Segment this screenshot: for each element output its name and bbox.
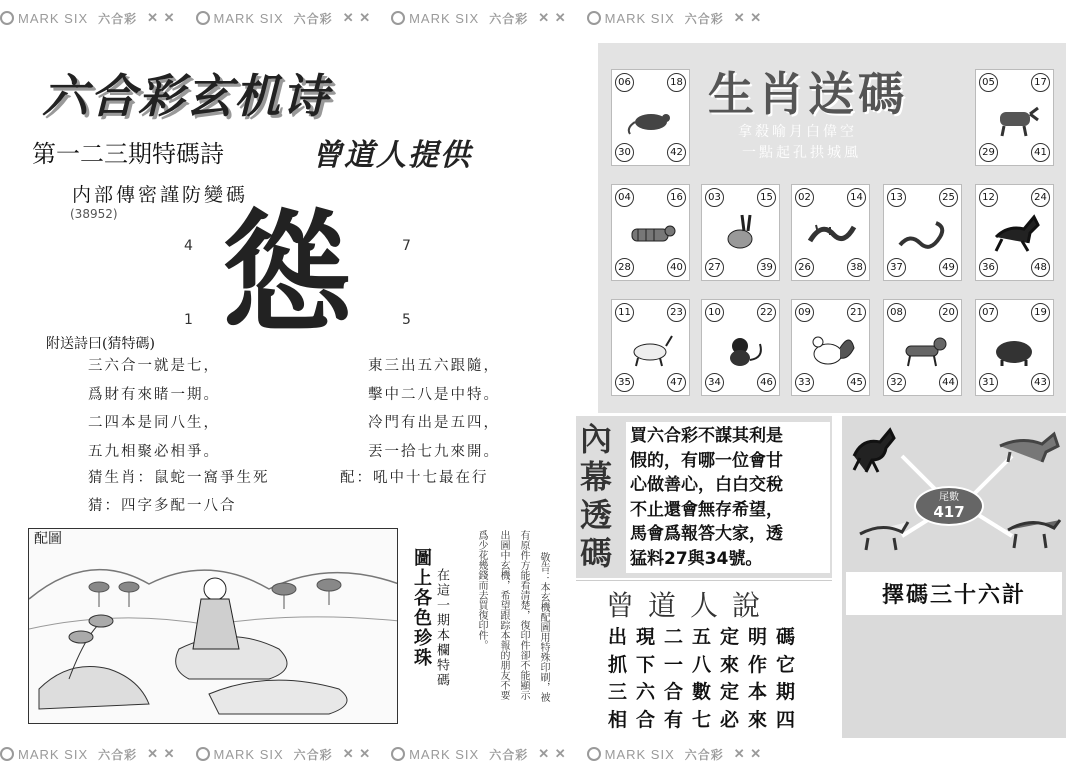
tail-number-badge [914, 486, 984, 526]
saying-title: 曾道人說 [606, 589, 775, 622]
zodiac-number: 10 [705, 303, 724, 322]
watermark-cross-icon: ✕ ✕ [538, 10, 567, 25]
zodiac-number: 27 [705, 258, 724, 277]
watermark-unit [196, 10, 372, 27]
inner-news-line: 買六合彩不謀其利是 [630, 426, 783, 446]
watermark-unit [0, 746, 176, 763]
zodiac-number: 17 [1031, 73, 1050, 92]
zodiac-number: 43 [1031, 373, 1050, 392]
illustration-drawing [29, 529, 398, 724]
watermark-cross-icon: ✕ ✕ [733, 746, 763, 761]
zodiac-number: 31 [979, 373, 998, 392]
zodiac-number: 16 [667, 188, 686, 207]
watermark-cross-icon: ✕ ✕ [733, 10, 763, 25]
zodiac-card-rabbit [701, 184, 780, 281]
zodiac-number: 20 [939, 303, 958, 322]
zodiac-card-dog [883, 299, 962, 396]
zodiac-number: 26 [795, 258, 814, 277]
goat-icon [860, 522, 908, 550]
poem-heading: 附送詩曰(猜特碼) [46, 336, 155, 352]
zodiac-subtitle-line: 拿殺喻月白偉空 [738, 124, 857, 140]
watermark-cn: 六合彩 [489, 11, 529, 26]
zodiac-number: 09 [795, 303, 814, 322]
zodiac-card-rat [611, 69, 690, 166]
zodiac-number: 40 [667, 258, 686, 277]
zodiac-number: 04 [615, 188, 634, 207]
zodiac-number: 25 [939, 188, 958, 207]
watermark-cn: 六合彩 [98, 11, 138, 26]
word-guess-line: 猜：四字多配一八合 [88, 498, 237, 514]
zodiac-card-horse [975, 184, 1054, 281]
inner-news-title: 內幕透碼 [580, 420, 613, 572]
corner-number-tr: 7 [402, 238, 411, 254]
tail-value: 417 [933, 503, 965, 521]
zodiac-number: 03 [705, 188, 724, 207]
secret-number: (38952) [70, 207, 118, 221]
zodiac-number: 34 [705, 373, 724, 392]
watermark-brand: MARK SIX [409, 10, 480, 26]
zodiac-guess-line: 猜生肖：鼠蛇一窩爭生死 [88, 470, 270, 486]
saying-line: 抓下一八來作它 [608, 653, 805, 676]
zodiac-card-pig [975, 299, 1054, 396]
zodiac-card-goat [611, 299, 690, 396]
watermark-cross-icon: ✕ ✕ [342, 10, 372, 25]
watermark-unit [0, 10, 176, 27]
zodiac-number: 30 [615, 143, 634, 162]
watermark-brand: MARK SIX [213, 746, 284, 762]
issue-label: 第一二三期特碼詩 [32, 140, 224, 168]
inner-news-line: 不止還會無存希望， [630, 499, 783, 520]
zodiac-number: 41 [1031, 143, 1050, 162]
page-title: 六合彩玄机诗 [42, 69, 330, 123]
horse-icon [988, 213, 1042, 253]
zodiac-number: 35 [615, 373, 634, 392]
poem-line: 爲財有來睹一期。 [88, 386, 220, 403]
inner-news-line: 假的，有哪一位會甘 [630, 450, 783, 471]
pig-icon [988, 328, 1042, 368]
zodiac-number: 32 [887, 373, 906, 392]
poem-line: 五九相聚必相爭。 [88, 443, 220, 460]
zodiac-number: 48 [1031, 258, 1050, 277]
zodiac-subtitle-line: 一點起孔拱城風 [742, 145, 861, 161]
tiger-icon [624, 213, 678, 253]
rabbit-icon [714, 213, 768, 253]
mark-six-logo-icon [196, 11, 210, 25]
zodiac-number: 38 [847, 258, 866, 277]
zodiac-card-ox [975, 69, 1054, 166]
mark-six-logo-icon [391, 11, 405, 25]
notice-line: 出圖中玄機，希望跟踪本報的朋友不要 [498, 530, 509, 700]
rooster-icon [804, 328, 858, 368]
zodiac-number: 46 [757, 373, 776, 392]
watermark-cn: 六合彩 [293, 747, 333, 762]
poem-line: 二四本是同八生， [88, 415, 220, 431]
watermark-unit [587, 10, 763, 27]
zodiac-number: 47 [667, 373, 686, 392]
poem-line: 冷門有出是五四， [368, 415, 500, 431]
rat-icon [624, 98, 678, 138]
zodiac-number: 49 [939, 258, 958, 277]
mark-six-logo-icon [587, 747, 601, 761]
secret-text: 内部傳密謹防變碼 [72, 184, 249, 206]
zodiac-card-monkey [701, 299, 780, 396]
illustration-caption-big: 圖上各色珍珠 [411, 548, 432, 668]
watermark-cn: 六合彩 [684, 747, 724, 762]
watermark-unit [391, 10, 567, 27]
mark-six-logo-icon [587, 11, 601, 25]
watermark-brand: MARK SIX [18, 746, 89, 762]
zodiac-card-rooster [791, 299, 870, 396]
watermark-cross-icon: ✕ ✕ [147, 746, 176, 761]
watermark-brand: MARK SIX [409, 746, 480, 762]
monkey-icon [714, 328, 768, 368]
watermark-cn: 六合彩 [489, 747, 529, 762]
notice-line: 爲少花幾錢而去買復印件。 [476, 530, 487, 650]
watermark-brand: MARK SIX [604, 10, 675, 26]
zodiac-number: 37 [887, 258, 906, 277]
illustration-caption-small: 在這一期本欄特碼 [434, 568, 449, 688]
watermark-brand: MARK SIX [18, 10, 89, 26]
provider-label: 曾道人提供 [312, 138, 472, 173]
saying-line: 三六合數定本期 [608, 681, 805, 703]
zodiac-number: 28 [615, 258, 634, 277]
goat-icon [624, 328, 678, 368]
poem-line: 丟一拾七九來開。 [368, 443, 500, 460]
zodiac-number: 45 [847, 373, 866, 392]
mark-six-logo-icon [391, 747, 405, 761]
big-char: 慫 [222, 197, 354, 351]
watermark-cross-icon: ✕ ✕ [147, 10, 176, 25]
snake-icon [896, 213, 950, 253]
poem-line: 三六合一就是七， [88, 358, 220, 374]
corner-number-bl: 1 [184, 312, 193, 328]
saying-line: 相合有七必來四 [608, 708, 805, 731]
inner-news-line: 馬會爲報答大家，透 [630, 524, 783, 544]
notice-line: 有原件方能看清楚，復印件卻不能顯示 [518, 530, 529, 700]
zodiac-number: 15 [757, 188, 776, 207]
watermark-cross-icon: ✕ ✕ [342, 746, 372, 761]
mark-six-logo-icon [0, 747, 14, 761]
mark-six-logo-icon [0, 11, 14, 25]
inner-news-line: 心做善心，白白交稅 [630, 475, 783, 495]
watermark-cross-icon: ✕ ✕ [538, 746, 567, 761]
watermark-unit [391, 746, 567, 763]
zodiac-card-snake [883, 184, 962, 281]
notice-line: 敬告：本玄機配圖用特殊印刷，被 [538, 552, 549, 702]
ox-icon [1008, 520, 1060, 548]
saying-lines [608, 624, 804, 734]
zodiac-subtitle [738, 122, 861, 164]
zodiac-number: 21 [847, 303, 866, 322]
zodiac-card-dragon [791, 184, 870, 281]
poem-left-column [88, 352, 220, 466]
watermark-unit [196, 746, 372, 763]
inner-news-line: 猛料27與34號。 [630, 548, 763, 569]
plan-title: 擇碼三十六計 [846, 572, 1062, 615]
zodiac-number: 18 [667, 73, 686, 92]
zodiac-number: 33 [795, 373, 814, 392]
zodiac-number: 05 [979, 73, 998, 92]
zodiac-number: 13 [887, 188, 906, 207]
dog-icon [1000, 434, 1058, 462]
zodiac-number: 29 [979, 143, 998, 162]
watermark-cn: 六合彩 [293, 11, 333, 26]
zodiac-number: 44 [939, 373, 958, 392]
match-line: 配：吼中十七最在行 [340, 470, 489, 486]
zodiac-number: 23 [667, 303, 686, 322]
poem-line: 東三出五六跟隨， [368, 358, 500, 374]
zodiac-card-tiger [611, 184, 690, 281]
mark-six-logo-icon [196, 747, 210, 761]
zodiac-number: 19 [1031, 303, 1050, 322]
zodiac-number: 39 [757, 258, 776, 277]
watermark-band-bottom [0, 740, 1080, 768]
zodiac-number: 14 [847, 188, 866, 207]
illustration-image [28, 528, 398, 724]
zodiac-number: 22 [757, 303, 776, 322]
watermark-brand: MARK SIX [604, 746, 675, 762]
ox-icon [988, 98, 1042, 138]
zodiac-number: 12 [979, 188, 998, 207]
poem-line: 擊中二八是中特。 [368, 386, 500, 403]
dog-icon [896, 328, 950, 368]
illustration-label: 配圖 [34, 531, 62, 547]
saying-line: 出現二五定明碼 [608, 626, 805, 648]
watermark-unit [587, 746, 763, 763]
inner-news-text [626, 422, 830, 573]
zodiac-number: 42 [667, 143, 686, 162]
watermark-brand: MARK SIX [213, 10, 284, 26]
zodiac-title: 生肖送碼 [708, 67, 908, 121]
dragon-icon [804, 213, 858, 253]
tail-label: 尾數 [939, 492, 959, 503]
zodiac-number: 36 [979, 258, 998, 277]
poem-right-column [368, 352, 500, 466]
zodiac-number: 24 [1031, 188, 1050, 207]
zodiac-number: 08 [887, 303, 906, 322]
zodiac-number: 02 [795, 188, 814, 207]
zodiac-number: 06 [615, 73, 634, 92]
corner-number-br: 5 [402, 312, 411, 328]
horse-icon [854, 430, 894, 472]
corner-number-tl: 4 [184, 238, 193, 254]
watermark-cn: 六合彩 [684, 11, 724, 26]
zodiac-number: 07 [979, 303, 998, 322]
zodiac-number: 11 [615, 303, 634, 322]
watermark-band-top [0, 4, 1080, 32]
watermark-cn: 六合彩 [98, 747, 138, 762]
